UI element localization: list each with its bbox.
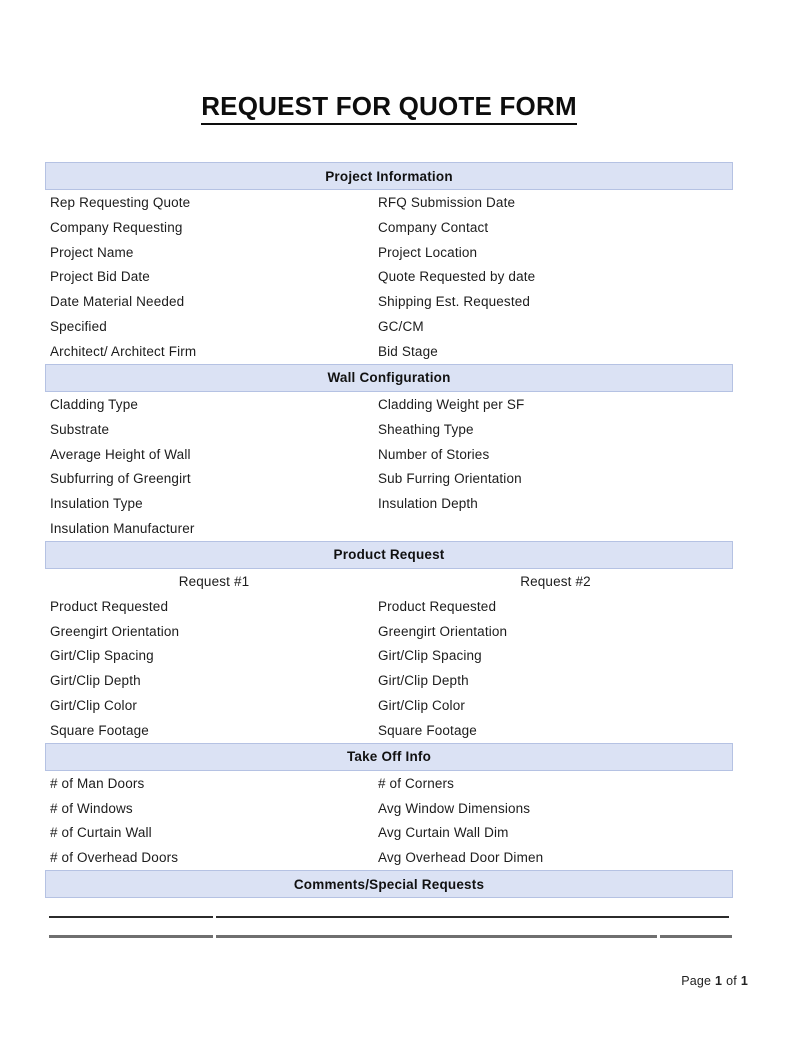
request-1-label: Request #1: [178, 573, 250, 589]
label-cladding-type: Cladding Type: [50, 396, 139, 412]
label-insulation-manufacturer: Insulation Manufacturer: [50, 521, 195, 537]
form-row: [45, 619, 733, 644]
label-greengirt-orientation-2: Greengirt Orientation: [378, 623, 508, 639]
fill-line-segment: [216, 935, 657, 938]
form-row: [45, 644, 733, 669]
section-header-wall-configuration: [45, 364, 733, 392]
label-substrate: Substrate: [50, 421, 110, 437]
footer-page-total: 1: [740, 974, 748, 988]
page-title: REQUEST FOR QUOTE FORM: [201, 92, 577, 125]
label-greengirt-orientation-1: Greengirt Orientation: [50, 623, 180, 639]
label-average-height-of-wall: Average Height of Wall: [50, 446, 191, 462]
section-header-comments-special-requests: [45, 870, 733, 898]
label-square-footage-1: Square Footage: [50, 722, 149, 738]
form-row: [45, 594, 733, 619]
label-girt-clip-depth-1: Girt/Clip Depth: [50, 673, 141, 689]
title-block: [45, 92, 733, 124]
label-date-material-needed: Date Material Needed: [50, 294, 185, 310]
fill-line-segment: [660, 935, 732, 938]
form-row: [45, 215, 733, 240]
label-num-windows: # of Windows: [50, 800, 133, 816]
section-header-label: Project Information: [325, 168, 453, 184]
label-product-requested-2: Product Requested: [378, 598, 497, 614]
form-row: [45, 466, 733, 491]
fill-line-segment: [49, 916, 213, 918]
comment-fill-line-1[interactable]: [45, 916, 733, 918]
label-number-of-stories: Number of Stories: [378, 446, 490, 462]
form-row: [45, 417, 733, 442]
label-num-man-doors: # of Man Doors: [50, 775, 145, 791]
label-girt-clip-spacing-2: Girt/Clip Spacing: [378, 648, 482, 664]
section-project-information: [45, 162, 733, 364]
form-row: [45, 240, 733, 265]
label-rep-requesting-quote: Rep Requesting Quote: [50, 194, 191, 210]
footer-word-of: of: [726, 974, 737, 988]
form-row: [45, 265, 733, 290]
section-wall-configuration: [45, 364, 733, 541]
label-project-name: Project Name: [50, 244, 134, 260]
section-header-label: Wall Configuration: [327, 370, 451, 386]
form-row: [45, 845, 733, 870]
form-row: [45, 491, 733, 516]
label-insulation-depth: Insulation Depth: [378, 496, 478, 512]
label-gc-cm: GC/CM: [378, 319, 424, 335]
label-cladding-weight-per-sf: Cladding Weight per SF: [378, 396, 525, 412]
label-insulation-type: Insulation Type: [50, 496, 143, 512]
section-header-label: Product Request: [333, 547, 445, 563]
label-project-bid-date: Project Bid Date: [50, 269, 150, 285]
form-row: [45, 718, 733, 743]
label-sheathing-type: Sheathing Type: [378, 421, 474, 437]
label-girt-clip-color-2: Girt/Clip Color: [378, 698, 466, 714]
label-architect-architect-firm: Architect/ Architect Firm: [50, 343, 197, 359]
footer-page-number: 1: [715, 974, 723, 988]
request-2-label: Request #2: [520, 573, 591, 589]
label-quote-requested-by-date: Quote Requested by date: [378, 269, 536, 285]
label-product-requested-1: Product Requested: [50, 598, 169, 614]
document-page: [45, 0, 733, 938]
label-girt-clip-spacing-1: Girt/Clip Spacing: [50, 648, 154, 664]
empty-cell: [378, 516, 733, 541]
form-row: [45, 771, 733, 796]
comments-write-in-area: [45, 916, 733, 938]
form-row: [45, 668, 733, 693]
label-rfq-submission-date: RFQ Submission Date: [378, 194, 516, 210]
form-row: [45, 289, 733, 314]
label-num-corners: # of Corners: [378, 775, 455, 791]
section-header-project-information: [45, 162, 733, 190]
label-girt-clip-color-1: Girt/Clip Color: [50, 698, 138, 714]
form-row: [45, 314, 733, 339]
form-row: [45, 442, 733, 467]
label-company-requesting: Company Requesting: [50, 219, 183, 235]
label-avg-window-dimensions: Avg Window Dimensions: [378, 800, 531, 816]
label-square-footage-2: Square Footage: [378, 722, 477, 738]
section-take-off-info: [45, 743, 733, 870]
label-girt-clip-depth-2: Girt/Clip Depth: [378, 673, 469, 689]
form-row: [45, 516, 733, 541]
form-row: [45, 392, 733, 417]
label-subfurring-of-greengirt: Subfurring of Greengirt: [50, 471, 191, 487]
footer-word-page: Page: [681, 974, 712, 988]
section-header-take-off-info: [45, 743, 733, 771]
label-shipping-est-requested: Shipping Est. Requested: [378, 294, 531, 310]
label-avg-overhead-door-dimen: Avg Overhead Door Dimen: [378, 850, 544, 866]
section-header-label: Comments/Special Requests: [293, 876, 485, 892]
label-specified: Specified: [50, 319, 107, 335]
label-num-curtain-wall: # of Curtain Wall: [50, 825, 152, 841]
comment-fill-line-2[interactable]: [45, 935, 733, 938]
fill-line-segment: [49, 935, 213, 938]
section-header-label: Take Off Info: [346, 749, 432, 765]
form-row: [45, 190, 733, 215]
form-row: [45, 821, 733, 846]
page-footer: [681, 974, 748, 988]
label-avg-curtain-wall-dim: Avg Curtain Wall Dim: [378, 825, 509, 841]
label-bid-stage: Bid Stage: [378, 343, 438, 359]
label-project-location: Project Location: [378, 244, 478, 260]
section-header-product-request: [45, 541, 733, 569]
request-number-headers: [45, 569, 733, 594]
label-company-contact: Company Contact: [378, 219, 489, 235]
form-row: [45, 693, 733, 718]
label-num-overhead-doors: # of Overhead Doors: [50, 850, 179, 866]
form-row: [45, 339, 733, 364]
fill-line-segment: [216, 916, 729, 918]
label-sub-furring-orientation: Sub Furring Orientation: [378, 471, 522, 487]
section-comments-special-requests: [45, 870, 733, 938]
form-row: [45, 796, 733, 821]
section-product-request: [45, 541, 733, 743]
